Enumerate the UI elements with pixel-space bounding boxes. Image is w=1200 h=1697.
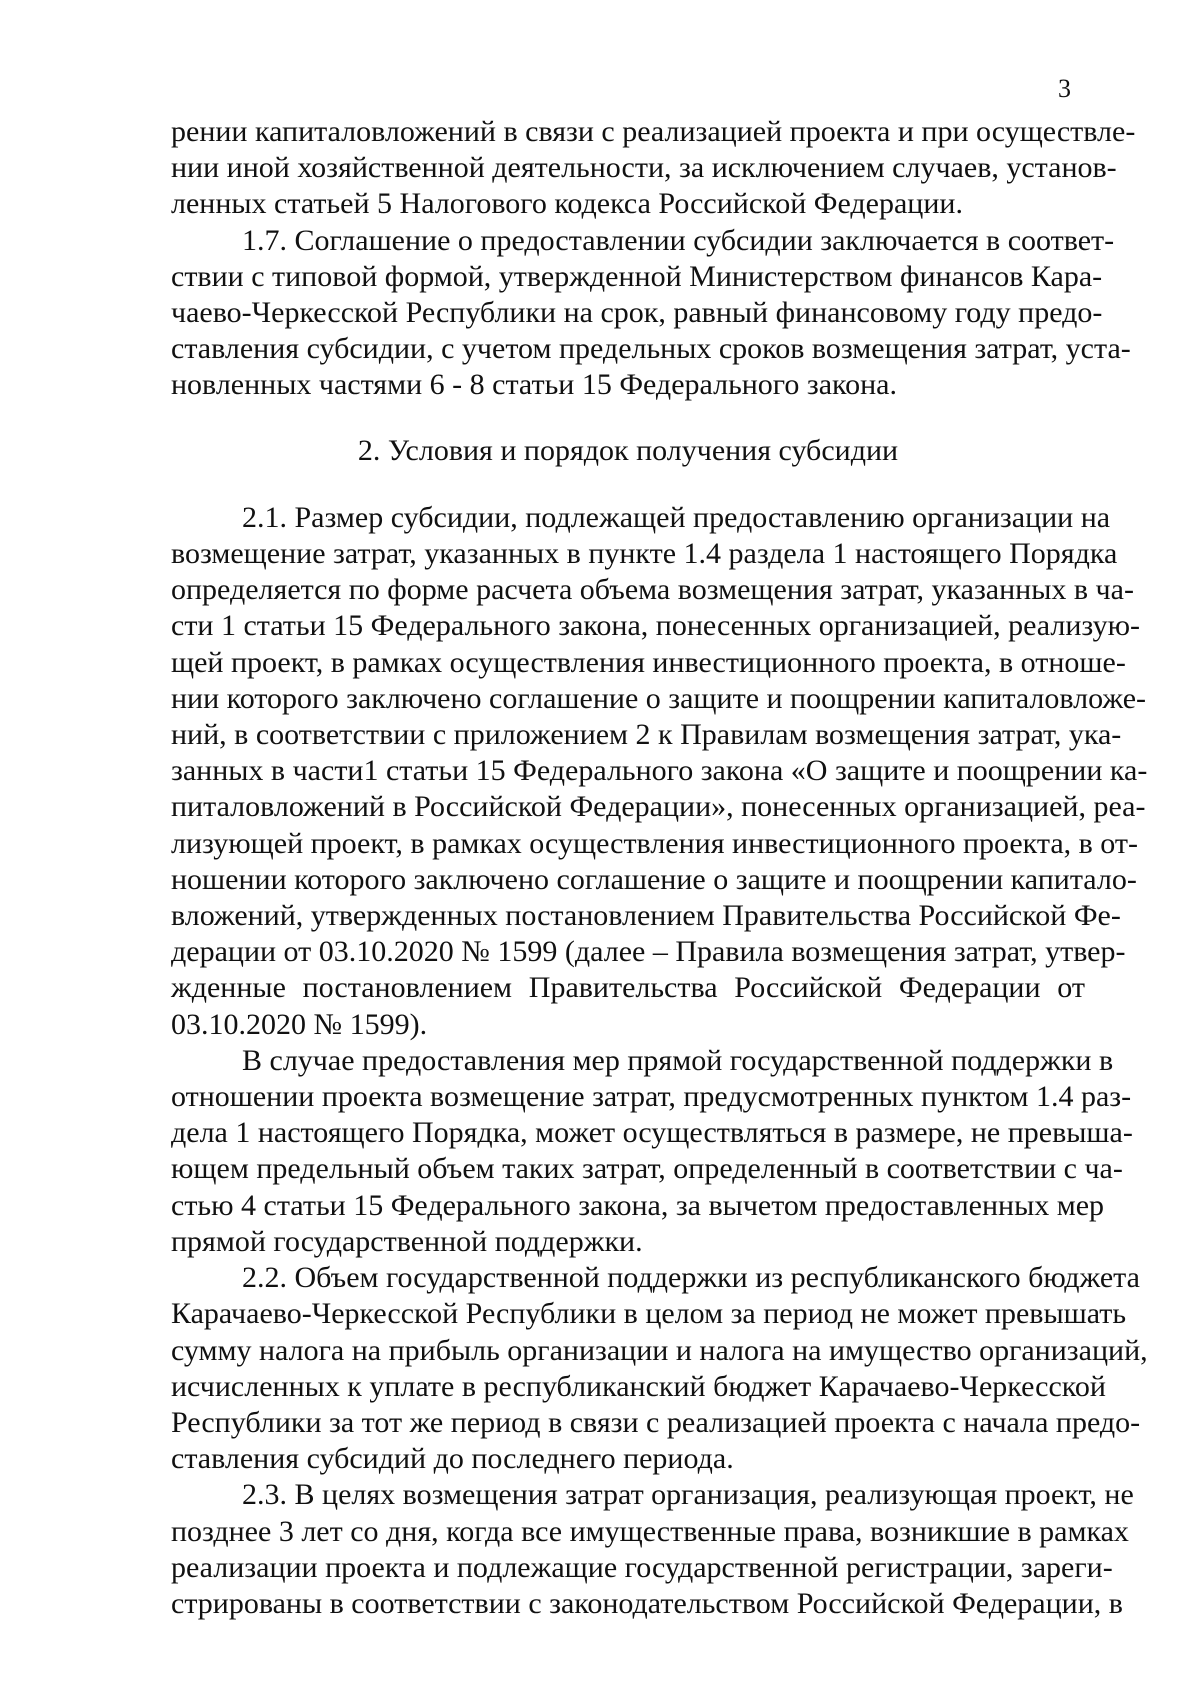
text-line: нии иной хозяйственной деятельности, за исключением случаев, установ-	[171, 151, 1117, 185]
text-line: чаево-Черкесской Республики на срок, равный финансовому году предо-	[171, 296, 1103, 330]
text-line: ленных статьей 5 Налогового кодекса Российской Федерации.	[171, 187, 963, 221]
text-line: стью 4 статьи 15 Федерального закона, за вычетом предоставленных мер	[171, 1188, 1105, 1222]
text-line: прямой государственной поддержки.	[171, 1224, 643, 1258]
paragraph	[171, 223, 1131, 404]
text-line: позднее 3 лет со дня, когда все имущественные права, возникшие в рамках	[171, 1514, 1129, 1548]
text-line: определяется по форме расчета объема возмещения затрат, указанных в ча-	[171, 573, 1134, 607]
text-line: реализации проекта и подлежащие государственной регистрации, зареги-	[171, 1550, 1113, 1584]
text-line: 2.2. Объем государственной поддержки из республиканского бюджета	[242, 1261, 1140, 1295]
text-line: 1.7. Соглашение о предоставлении субсидии заключается в соответ-	[242, 223, 1115, 257]
text-line: ставления субсидий до последнего периода.	[171, 1442, 734, 1476]
text-line: нии которого заключено соглашение о защите и поощрении капиталовложе-	[171, 681, 1146, 715]
text-line: стрированы в соответствии с законодательством Российской Федерации, в	[171, 1586, 1123, 1620]
text-line: сумму налога на прибыль организации и налога на имущество организаций,	[171, 1333, 1148, 1367]
text-line: ющем предельный объем таких затрат, определенный в соответствии с ча-	[171, 1152, 1123, 1186]
text-line: рении капиталовложений в связи с реализацией проекта и при осуществле-	[171, 115, 1136, 148]
text-line: сти 1 статьи 15 Федерального закона, понесенных организацией, реализую-	[171, 609, 1141, 643]
text-line: 2.1. Размер субсидии, подлежащей предоставлению организации на	[242, 500, 1111, 534]
paragraph	[171, 500, 1148, 1043]
text-line: 2.3. В целях возмещения затрат организация, реализующая проект, не	[242, 1478, 1134, 1512]
text-line: новленных частями 6 - 8 статьи 15 Федерального закона.	[171, 368, 897, 402]
document-body	[171, 114, 1148, 1622]
text-line: жденные постановлением Правительства Российской Федерации от	[171, 971, 1085, 1005]
text-line: питаловложений в Российской Федерации», понесенных организацией, реа-	[171, 790, 1146, 824]
text-line: ношении которого заключено соглашение о защите и поощрении капитало-	[171, 862, 1137, 896]
text-line: Карачаево-Черкесской Республики в целом за период не может превышать	[171, 1297, 1127, 1331]
paragraph	[171, 114, 1136, 223]
text-line: щей проект, в рамках осуществления инвестиционного проекта, в отноше-	[171, 645, 1126, 679]
text-line: ствии с типовой формой, утвержденной Министерством финансов Кара-	[171, 259, 1103, 293]
text-line: исчисленных к уплате в республиканский бюджет Карачаево-Черкесской	[171, 1369, 1106, 1403]
text-line: ставления субсидии, с учетом предельных сроков возмещения затрат, уста-	[171, 332, 1131, 366]
text-line: возмещение затрат, указанных в пункте 1.4 раздела 1 настоящего Порядка	[171, 537, 1118, 571]
section-heading	[171, 433, 1085, 469]
text-line: занных в части1 статьи 15 Федерального закона «О защите и поощрении ка-	[171, 754, 1148, 788]
text-line: ний, в соответствии с приложением 2 к Правилам возмещения затрат, ука-	[171, 718, 1122, 752]
text-line: 03.10.2020 № 1599).	[171, 1007, 428, 1041]
text-line: отношении проекта возмещение затрат, предусмотренных пунктом 1.4 раз-	[171, 1080, 1132, 1114]
text-line: дела 1 настоящего Порядка, может осуществляться в размере, не превыша-	[171, 1116, 1133, 1150]
text-line: 2. Условия и порядок получения субсидии	[357, 433, 899, 467]
page-number: 3	[1058, 74, 1071, 103]
text-line: лизующей проект, в рамках осуществления инвестиционного проекта, в от-	[171, 826, 1139, 860]
paragraph	[171, 1260, 1148, 1477]
paragraph	[171, 1477, 1134, 1622]
paragraph	[171, 1043, 1133, 1260]
text-line: вложений, утвержденных постановлением Правительства Российской Фе-	[171, 899, 1121, 933]
text-line: В случае предоставления мер прямой государственной поддержки в	[242, 1043, 1114, 1077]
text-line: дерации от 03.10.2020 № 1599 (далее – Правила возмещения затрат, утвер-	[171, 935, 1126, 969]
text-line: Республики за тот же период в связи с реализацией проекта с начала предо-	[171, 1405, 1141, 1439]
